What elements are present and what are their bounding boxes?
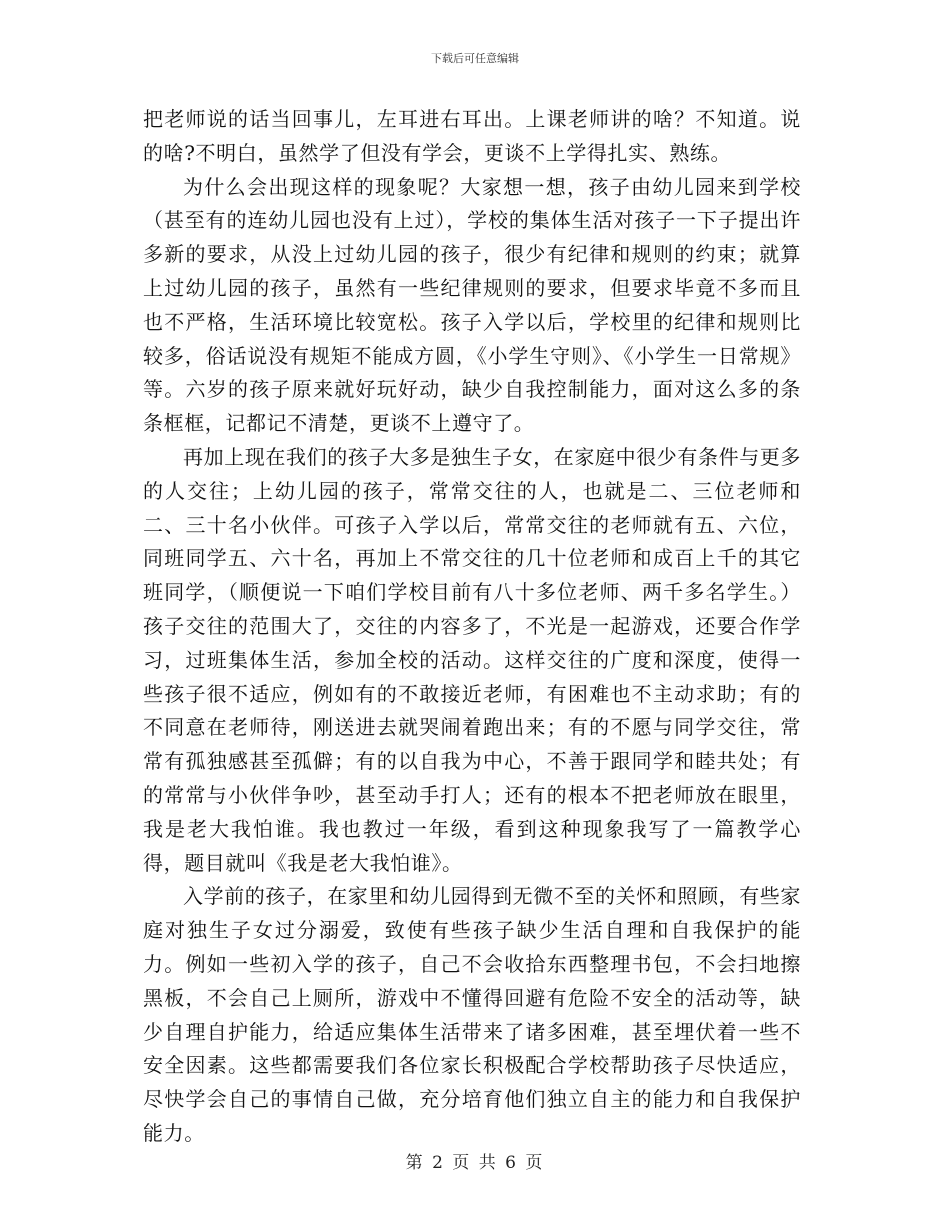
paragraph-2: 为什么会出现这样的现象呢？大家想一想，孩子由幼儿园来到学校（甚至有的连幼儿园也没有上过），学校的集体生活对孩子一下子提出许多新的要求，从没上过幼儿园的孩子，很少有纪律和规则的约束；就算上过幼儿园的孩子，虽然有一些纪律规则的要求，但要求毕竟不多而且也不严格，生活环境比较宽松。孩子入学以后，学校里的纪律和规则比较多，俗话说没有规矩不能成方圆，《小学生守则》、《小学生一日常规》等。六岁的孩子原来就好玩好动，缺少自我控制能力，面对这么多的条条框框，记都记不清楚，更谈不上遵守了。 bbox=[143, 174, 801, 436]
page-number-footer: 第 2 页 共 6 页 bbox=[405, 1153, 545, 1173]
paragraph-3: 再加上现在我们的孩子大多是独生子女，在家庭中很少有条件与更多的人交往；上幼儿园的孩子，常常交往的人，也就是二、三位老师和二、三十名小伙伴。可孩子入学以后，常常交往的老师就有五、六位，同班同学五、六十名，再加上不常交往的几十位老师和成百上千的其它班同学，（顺便说一下咱们学校目前有八十多位老师、两千多名学生。）孩子交往的范围大了，交往的内容多了，不光是一起游戏，还要合作学习，过班集体生活，参加全校的活动。这样交往的广度和深度，使得一些孩子很不适应，例如有的不敢接近老师，有困难也不主动求助；有的不同意在老师待，刚送进去就哭闹着跑出来；有的不愿与同学交往，常常有孤独感甚至孤僻；有的以自我为中心，不善于跟同学和睦共处；有的常常与小伙伴争吵，甚至动手打人；还有的根本不把老师放在眼里，我是老大我怕谁。我也教过一年级，看到这种现象我写了一篇教学心得，题目就叫《我是老大我怕谁》。 bbox=[143, 444, 801, 875]
paragraph-4: 入学前的孩子，在家里和幼儿园得到无微不至的关怀和照顾，有些家庭对独生子女过分溺爱，致使有些孩子缺少生活自理和自我保护的能力。例如一些初入学的孩子，自己不会收拾东西整理书包，不会扫地擦黑板，不会自己上厕所，游戏中不懂得回避有危险不安全的活动等，缺少自理自护能力，给适应集体生活带来了诸多困难，甚至埋伏着一些不安全因素。这些都需要我们各位家长积极配合学校帮助孩子尽快适应，尽快学会自己的事情自己做，充分培育他们独立自主的能力和自我保护能力。 bbox=[143, 884, 801, 1145]
document-body bbox=[143, 103, 801, 1151]
page-header-note: 下载后可任意编辑 bbox=[431, 52, 519, 65]
paragraph-1: 把老师说的话当回事儿，左耳进右耳出。上课老师讲的啥？不知道。说的啥?不明白，虽然学了但没有学会，更谈不上学得扎实、熟练。 bbox=[143, 107, 801, 165]
